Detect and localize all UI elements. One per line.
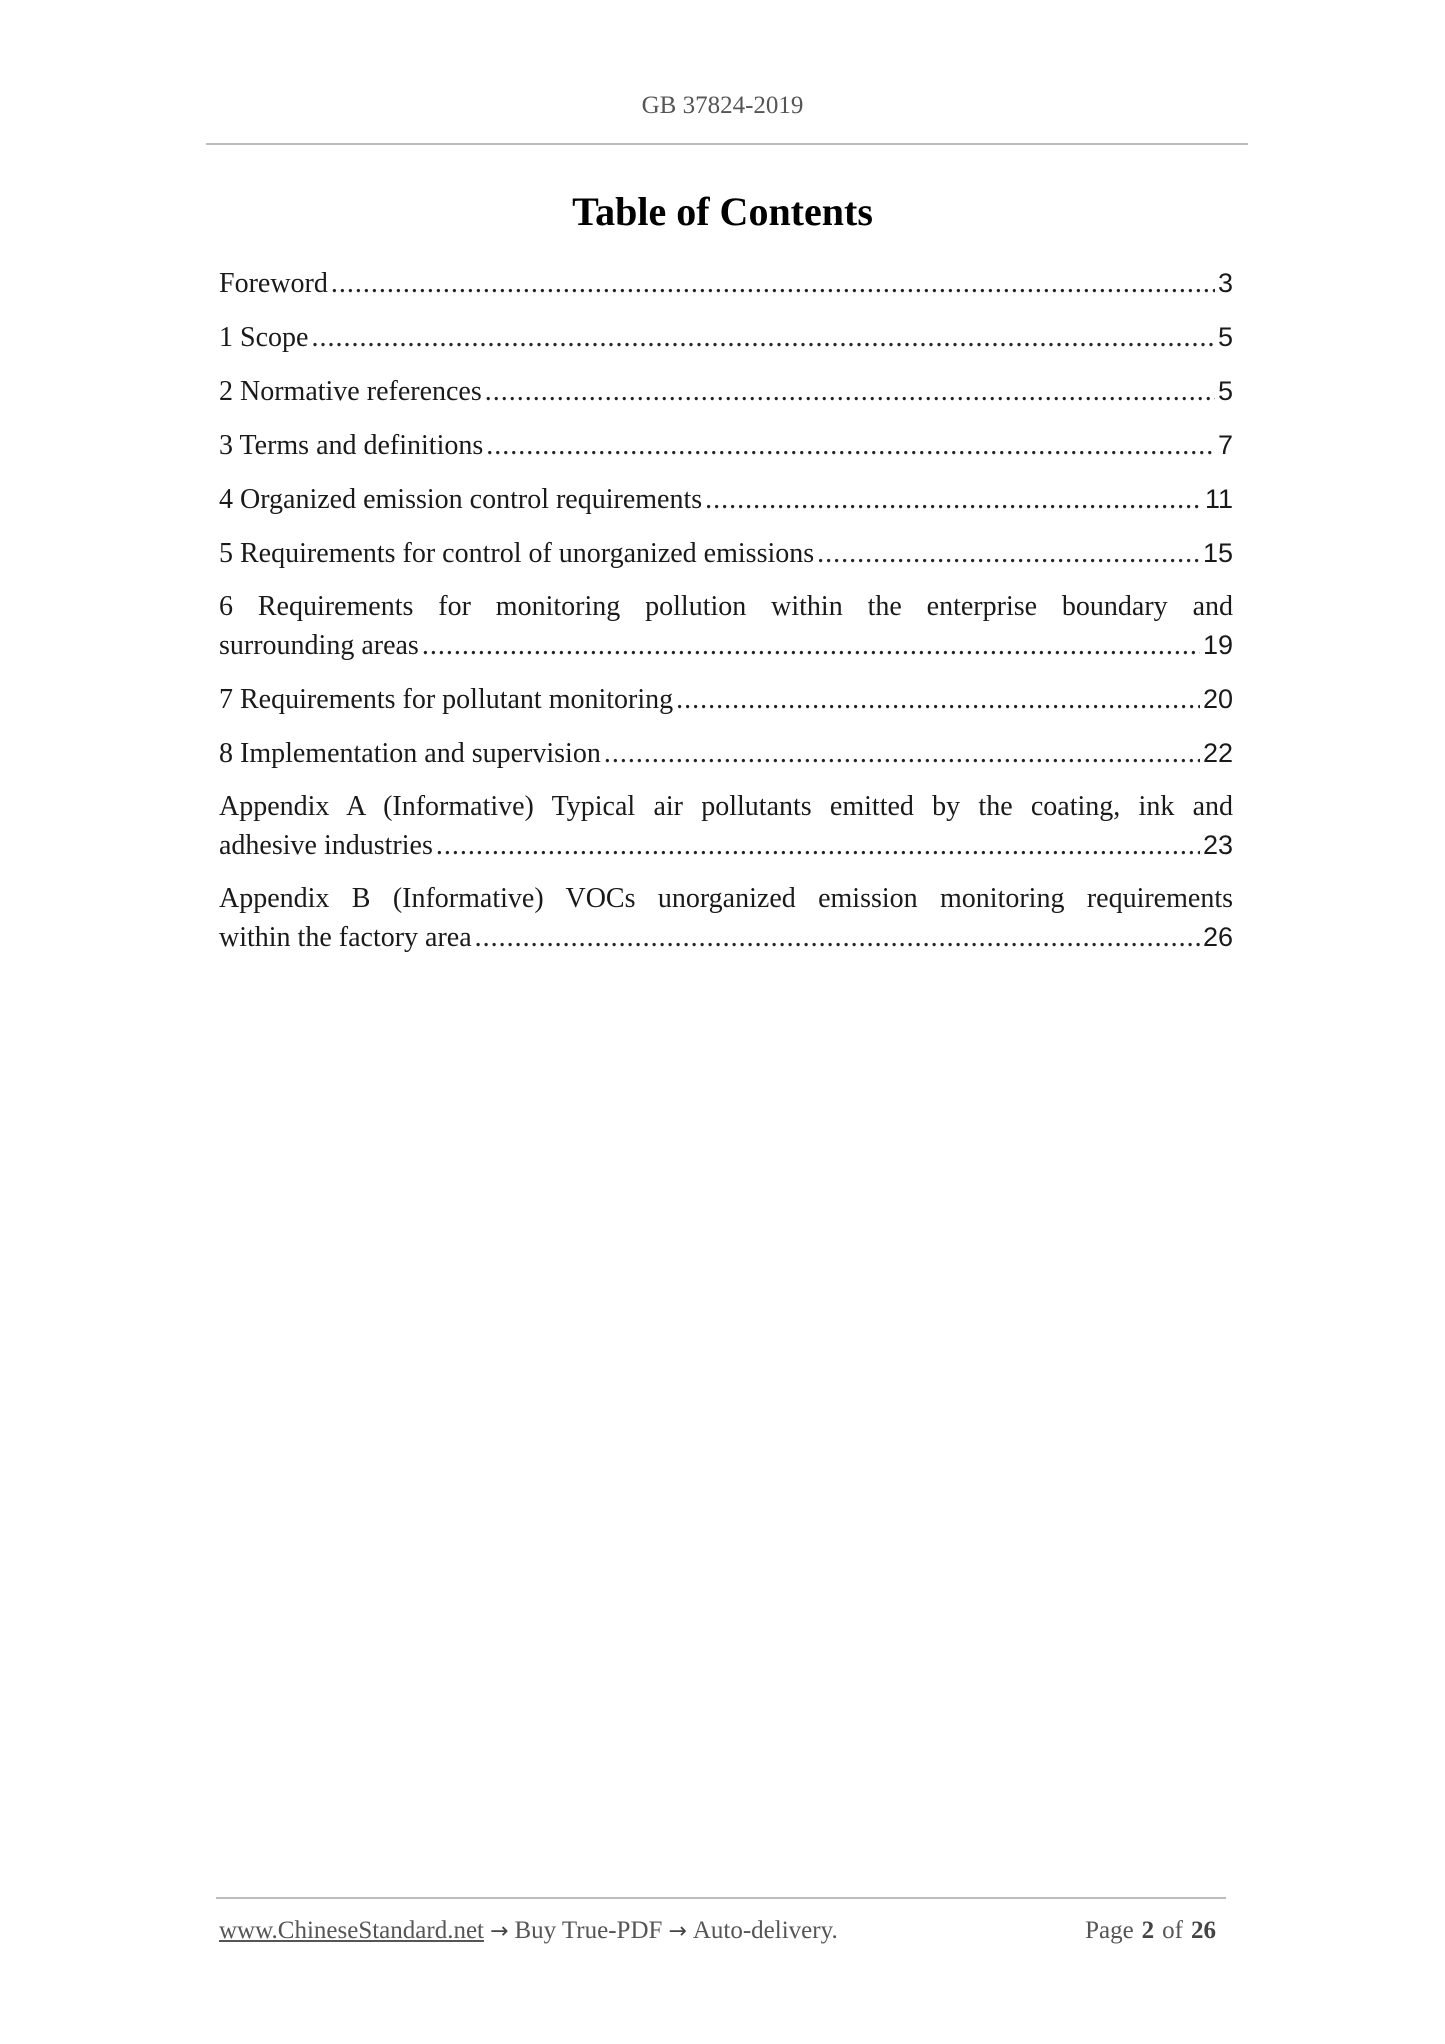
- footer-divider: [216, 1897, 1226, 1899]
- toc-entry-monitoring-pollution[interactable]: [219, 588, 1233, 665]
- toc-label: within the factory area: [219, 922, 472, 953]
- toc-page-number: 23: [1202, 830, 1233, 860]
- toc-entry-foreword[interactable]: [219, 264, 1233, 303]
- toc-leader: [705, 481, 1202, 519]
- page-word: Page: [1085, 1917, 1134, 1944]
- toc-page-number: 22: [1202, 738, 1233, 768]
- toc-leader: [331, 265, 1215, 303]
- footer-left: [219, 1917, 838, 1945]
- page-indicator: [1085, 1917, 1224, 1945]
- toc-label: Foreword: [219, 268, 328, 299]
- toc-label: 1 Scope: [219, 322, 309, 353]
- toc-leader: [311, 319, 1215, 357]
- table-of-contents: [219, 264, 1233, 972]
- toc-label-line1: 6 Requirements for monitoring pollution within the enterprise boundary and: [219, 591, 1233, 622]
- toc-leader: [422, 627, 1200, 665]
- toc-leader: [676, 681, 1200, 719]
- total-pages-number: 26: [1191, 1917, 1216, 1944]
- toc-leader: [604, 735, 1200, 773]
- footer-buy-text: Buy True-PDF: [514, 1917, 663, 1944]
- toc-entry-implementation[interactable]: [219, 734, 1233, 773]
- toc-entry-terms-definitions[interactable]: [219, 426, 1233, 465]
- toc-entry-normative-references[interactable]: [219, 372, 1233, 411]
- toc-label: 4 Organized emission control requirements: [219, 484, 703, 515]
- toc-leader: [475, 919, 1200, 957]
- header-divider: [206, 143, 1248, 145]
- toc-entry-pollutant-monitoring[interactable]: [219, 680, 1233, 719]
- toc-page-number: 3: [1217, 268, 1233, 298]
- toc-label: 3 Terms and definitions: [219, 430, 484, 461]
- toc-entry-appendix-b[interactable]: [219, 880, 1233, 957]
- toc-label-line1: Appendix B (Informative) VOCs unorganized emission monitoring requirements: [219, 883, 1233, 914]
- current-page-number: 2: [1141, 1917, 1155, 1944]
- page-footer: [219, 1917, 1224, 1945]
- toc-entry-unorganized-emissions[interactable]: [219, 534, 1233, 573]
- toc-page-number: 5: [1217, 376, 1233, 406]
- toc-leader: [485, 373, 1215, 411]
- toc-entry-organized-emission[interactable]: [219, 480, 1233, 519]
- toc-label: surrounding areas: [219, 630, 419, 661]
- toc-leader: [486, 427, 1215, 465]
- toc-label: 7 Requirements for pollutant monitoring: [219, 684, 674, 715]
- of-word: of: [1162, 1917, 1183, 1944]
- site-link[interactable]: www.ChineseStandard.net: [219, 1917, 484, 1944]
- footer-delivery-text: Auto-delivery.: [692, 1917, 838, 1944]
- toc-page-number: 15: [1202, 538, 1233, 568]
- toc-entry-appendix-a[interactable]: [219, 788, 1233, 865]
- document-code: GB 37824-2019: [641, 92, 804, 119]
- toc-page-number: 19: [1202, 630, 1233, 660]
- toc-page-number: 26: [1202, 922, 1233, 952]
- toc-page-number: 5: [1217, 322, 1233, 352]
- arrow-right-icon: →: [490, 1919, 509, 1944]
- toc-page-number: 7: [1217, 430, 1233, 460]
- toc-leader: [436, 827, 1200, 865]
- toc-page-number: 20: [1202, 684, 1233, 714]
- arrow-right-icon: →: [668, 1919, 687, 1944]
- toc-label-line1: Appendix A (Informative) Typical air pollutants emitted by the coating, ink and: [219, 791, 1233, 822]
- toc-label: adhesive industries: [219, 830, 433, 861]
- toc-label: 8 Implementation and supervision: [219, 738, 601, 769]
- page-title: Table of Contents: [572, 189, 873, 234]
- toc-label: 5 Requirements for control of unorganized emissions: [219, 538, 815, 569]
- toc-label: 2 Normative references: [219, 376, 482, 407]
- toc-leader: [817, 535, 1200, 573]
- toc-entry-scope[interactable]: [219, 318, 1233, 357]
- toc-page-number: 11: [1204, 484, 1233, 514]
